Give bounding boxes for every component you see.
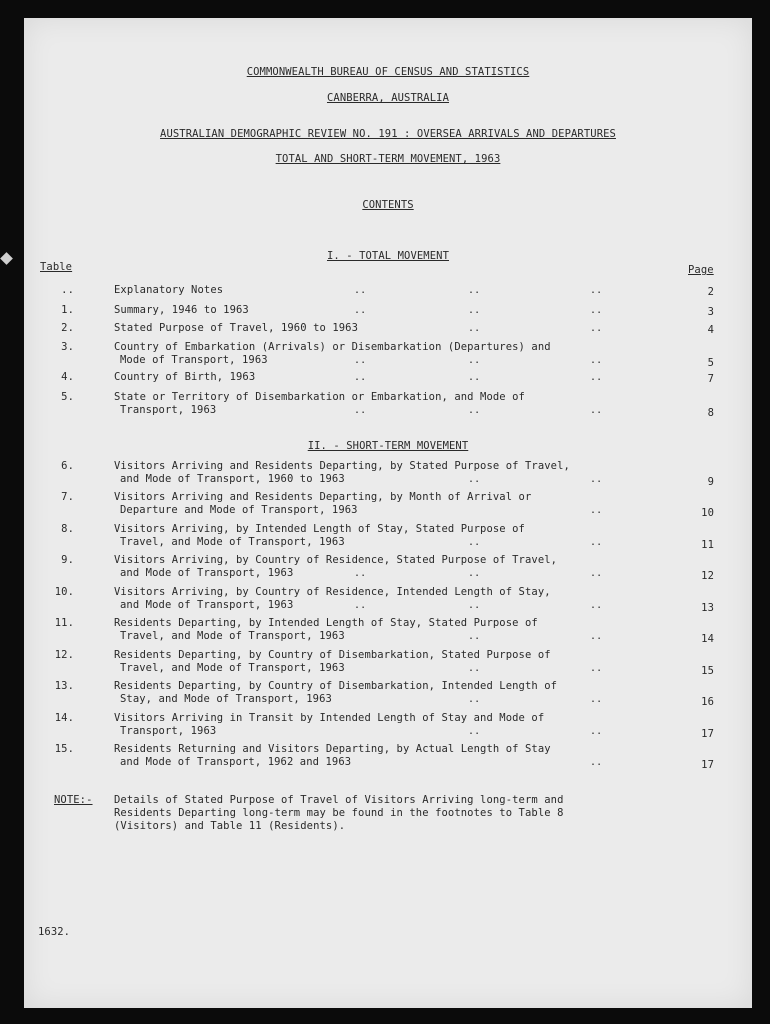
page-number: 13 [701, 602, 714, 614]
table-number: 15. [54, 743, 74, 755]
leader-dots: .. [590, 631, 603, 642]
table-title: Stated Purpose of Travel, 1960 to 1963 [114, 322, 359, 334]
section-heading-total: I. - TOTAL MOVEMENT [326, 250, 449, 262]
table-number: 1. [61, 304, 74, 316]
leader-dots: .. [590, 537, 603, 548]
page-number: 14 [701, 633, 714, 645]
leader-dots: .. [590, 600, 603, 611]
table-title: Country of Embarkation (Arrivals) or Disembarkation (Departures) and [114, 341, 551, 353]
leader-dots: .. [590, 405, 603, 416]
table-number: 2. [61, 322, 74, 334]
leader-dots: .. [468, 305, 481, 316]
movement-title: TOTAL AND SHORT-TERM MOVEMENT, 1963 [275, 153, 501, 165]
contents-heading: CONTENTS [362, 199, 414, 211]
table-number: 14. [54, 712, 74, 724]
table-title-continued: Departure and Mode of Transport, 1963 [120, 504, 358, 516]
leader-dots: .. [590, 663, 603, 674]
page-number: 7 [707, 373, 714, 385]
leader-dots: .. [590, 355, 603, 366]
leader-dots: .. [468, 285, 481, 296]
table-number: 4. [61, 371, 74, 383]
table-title: Residents Departing, by Country of Disembarkation, Stated Purpose of [114, 649, 551, 661]
table-number: 9. [61, 554, 74, 566]
table-title-continued: Travel, and Mode of Transport, 1963 [120, 536, 345, 548]
scan-edge-mark [0, 252, 13, 265]
leader-dots: .. [590, 505, 603, 516]
table-title-continued: and Mode of Transport, 1963 [120, 567, 294, 579]
note-label: NOTE:- [54, 794, 93, 806]
table-title: Visitors Arriving, by Country of Residence, Stated Purpose of Travel, [114, 554, 558, 566]
leader-dots: .. [468, 663, 481, 674]
leader-dots: .. [590, 305, 603, 316]
table-number: 3. [61, 341, 74, 353]
table-number: 10. [54, 586, 74, 598]
table-title: Visitors Arriving in Transit by Intended Length of Stay and Mode of [114, 712, 545, 724]
leader-dots: .. [590, 694, 603, 705]
table-title: Residents Departing, by Country of Disembarkation, Intended Length of [114, 680, 558, 692]
leader-dots: .. [590, 323, 603, 334]
leader-dots: .. [590, 285, 603, 296]
table-title-continued: Mode of Transport, 1963 [120, 354, 268, 366]
page-number: 5 [707, 357, 714, 369]
table-title-continued: and Mode of Transport, 1962 and 1963 [120, 756, 352, 768]
page-number: 16 [701, 696, 714, 708]
document-page [24, 18, 752, 1008]
table-title: State or Territory of Disembarkation or Embarkation, and Mode of [114, 391, 525, 403]
table-title-continued: Transport, 1963 [120, 725, 217, 737]
table-title-continued: Travel, and Mode of Transport, 1963 [120, 662, 345, 674]
table-number: 6. [61, 460, 74, 472]
leader-dots: .. [468, 568, 481, 579]
leader-dots: .. [590, 474, 603, 485]
table-number: 13. [54, 680, 74, 692]
leader-dots: .. [468, 355, 481, 366]
page-number: 8 [707, 407, 714, 419]
leader-dots: .. [590, 726, 603, 737]
leader-dots: .. [468, 474, 481, 485]
leader-dots: .. [354, 568, 367, 579]
leader-dots: .. [468, 631, 481, 642]
table-title-continued: and Mode of Transport, 1963 [120, 599, 294, 611]
leader-dots: .. [354, 285, 367, 296]
table-title: Country of Birth, 1963 [114, 371, 256, 383]
table-number: 7. [61, 491, 74, 503]
table-column-header: Table [40, 261, 73, 273]
table-number: .. [61, 284, 74, 296]
page-number: 17 [701, 759, 714, 771]
leader-dots: .. [590, 372, 603, 383]
table-title: Visitors Arriving and Residents Departing, by Month of Arrival or [114, 491, 532, 503]
page-number: 3 [707, 306, 714, 318]
page-number: 15 [701, 665, 714, 677]
table-title: Residents Returning and Visitors Departing, by Actual Length of Stay [114, 743, 551, 755]
leader-dots: .. [354, 600, 367, 611]
page-column-header: Page [688, 264, 714, 276]
page-number: 9 [707, 476, 714, 488]
page-number: 4 [707, 324, 714, 336]
leader-dots: .. [468, 726, 481, 737]
leader-dots: .. [590, 757, 603, 768]
page-number: 17 [701, 728, 714, 740]
table-number: 5. [61, 391, 74, 403]
leader-dots: .. [354, 305, 367, 316]
page-number: 11 [701, 539, 714, 551]
table-number: 12. [54, 649, 74, 661]
leader-dots: .. [468, 405, 481, 416]
table-title-continued: Stay, and Mode of Transport, 1963 [120, 693, 332, 705]
table-title: Residents Departing, by Intended Length of Stay, Stated Purpose of [114, 617, 538, 629]
note-line-1: Details of Stated Purpose of Travel of Visitors Arriving long-term and [114, 794, 564, 806]
page-number: 2 [707, 286, 714, 298]
table-title: Explanatory Notes [114, 284, 224, 296]
table-title-continued: Transport, 1963 [120, 404, 217, 416]
table-number: 11. [54, 617, 74, 629]
leader-dots: .. [354, 405, 367, 416]
review-title: AUSTRALIAN DEMOGRAPHIC REVIEW NO. 191 : OVERSEA ARRIVALS AND DEPARTURES [160, 128, 616, 140]
location-title: CANBERRA, AUSTRALIA [326, 92, 449, 104]
leader-dots: .. [354, 372, 367, 383]
table-number: 8. [61, 523, 74, 535]
leader-dots: .. [468, 323, 481, 334]
leader-dots: .. [468, 694, 481, 705]
page-footer-number: 1632. [38, 926, 71, 938]
page-number: 12 [701, 570, 714, 582]
table-title-continued: Travel, and Mode of Transport, 1963 [120, 630, 345, 642]
section-heading-short-term: II. - SHORT-TERM MOVEMENT [307, 440, 469, 452]
table-title: Visitors Arriving, by Intended Length of Stay, Stated Purpose of [114, 523, 525, 535]
table-title: Visitors Arriving and Residents Departing, by Stated Purpose of Travel, [114, 460, 570, 472]
table-title: Summary, 1946 to 1963 [114, 304, 249, 316]
table-title: Visitors Arriving, by Country of Residence, Intended Length of Stay, [114, 586, 551, 598]
note-line-2: Residents Departing long-term may be found in the footnotes to Table 8 [114, 807, 564, 819]
page-number: 10 [701, 507, 714, 519]
table-title-continued: and Mode of Transport, 1960 to 1963 [120, 473, 345, 485]
note-line-3: (Visitors) and Table 11 (Residents). [114, 820, 346, 832]
leader-dots: .. [590, 568, 603, 579]
leader-dots: .. [468, 372, 481, 383]
bureau-title: COMMONWEALTH BUREAU OF CENSUS AND STATISTICS [246, 66, 530, 78]
leader-dots: .. [468, 537, 481, 548]
leader-dots: .. [468, 600, 481, 611]
leader-dots: .. [354, 355, 367, 366]
